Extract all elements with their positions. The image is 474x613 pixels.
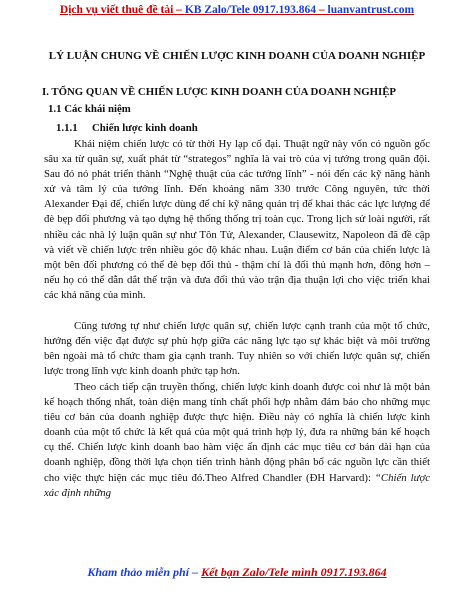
subsubsection-heading xyxy=(56,122,198,134)
promo-header-separator: – xyxy=(316,4,328,16)
subsubsection-title: Chiến lược kinh doanh xyxy=(92,122,198,134)
subsubsection-number: 1.1.1 xyxy=(56,122,78,134)
body-paragraph-1: Khái niệm chiến lược có từ thời Hy lạp cổ đại. Thuật ngữ này vốn có nguồn gốc sâu xa từ quân sự, xuất phát từ “strategos” nghĩa là vai trò của vị tướng trong quân đội. Sau đó nó phát triển thành “Nghệ thuật của các tướng lĩnh” - nói đến các kỹ năng hành xử và tâm lý của tướng lĩnh. Đến khoảng năm 330 trước Công nguyên, tức thời Alexander Đại đế, chiến lược dùng để chỉ kỹ năng quản trị để khai thác các lực lượng để đè bẹp đối phương và tạo dựng hệ thống thống trị toàn cục. Trong lịch sử loài người, rất nhiều các nhà lý luận quân sự như Tôn Tử, Alexander, Clausewitz, Napoleon đã đề cập và viết về chiến lược trên nhiều góc độ khác nhau. Luận điểm cơ bản của chiến lược là một bên đối phương có thể đè bẹp đối thủ - thậm chí là đối thủ mạnh hơn, đông hơn – nếu họ có thể dẫn dắt thế trận và đưa đối thủ vào trận địa thuận lợi cho việc triển khai các khả năng của mình. xyxy=(44,138,430,301)
section-heading: I. TỔNG QUAN VỀ CHIẾN LƯỢC KINH DOANH CỦA DOANH NGHIỆP xyxy=(42,86,397,98)
promo-footer-contact: Kết bạn Zalo/Tele mình 0917.193.864 xyxy=(201,565,387,579)
promo-header-website-link[interactable]: luanvantrust.com xyxy=(327,4,415,16)
promo-header-contact: KB Zalo/Tele 0917.193.864 xyxy=(184,4,317,16)
subsection-heading: 1.1 Các khái niệm xyxy=(48,103,131,115)
body-paragraph-3-quote: “Chiến lược xác định những xyxy=(44,471,431,499)
body-paragraph-3-text: Theo cách tiếp cận truyền thống, chiến lược kinh doanh được coi như là một bản kế hoạch thống nhất, toàn diện mang tính chất phối hợp nhằm đảm bảo cho những mục tiêu cơ bản của doanh nghiệp được thực hiện. Điều này có nghĩa là chiến lược kinh doanh của một tổ chức là kết quả của một quá trình hợp lý, đưa ra những bản kế hoạch cụ thể. Chiến lược kinh doanh bao hàm việc ấn định các mục tiêu cơ bản dài hạn của doanh nghiệp, đồng thời lựa chọn tiến trình hành động phân bổ các nguồn lực cần thiết cho việc thực hiện các mục tiêu đó.Theo Alfred Chandler (ĐH Harvard): xyxy=(44,381,430,484)
promo-header-service: Dịch vụ viết thuê đề tài – xyxy=(59,4,185,16)
promo-footer-offer: Kham thảo miễn phí xyxy=(87,565,190,579)
promo-header[interactable] xyxy=(0,4,474,16)
body-paragraph-3 xyxy=(44,380,430,501)
document-title: LÝ LUẬN CHUNG VỀ CHIẾN LƯỢC KINH DOANH CỦA DOANH NGHIỆP xyxy=(48,50,426,62)
body-paragraph-2: Cũng tương tự như chiến lược quân sự, chiến lược cạnh tranh của một tổ chức, hướng đến việc đạt được sự phù hợp giữa các năng lực tạo sự khác biệt và môi trường bên ngoài mà tổ chức tham gia cạnh tranh. Tuy nhiên so với chiến lược quân sự, chiến lược trong lĩnh vực kinh doanh phức tạp hơn. xyxy=(44,320,430,378)
promo-footer-separator: – xyxy=(189,565,202,579)
promo-footer[interactable] xyxy=(0,565,474,580)
